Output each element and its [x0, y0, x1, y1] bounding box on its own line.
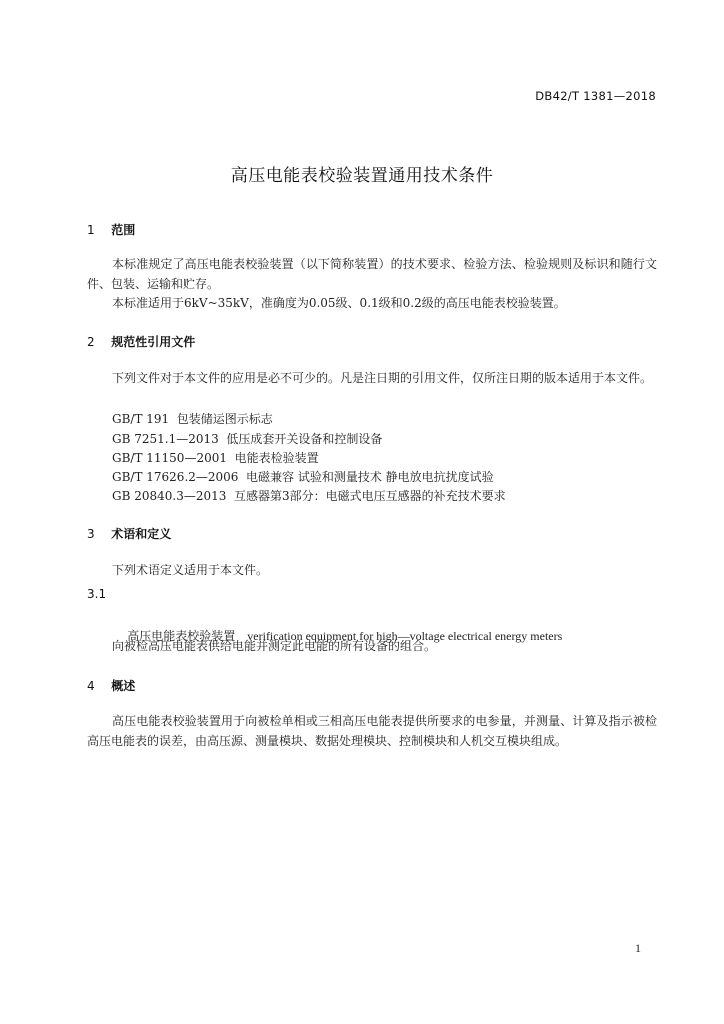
- section-4-paragraph-1: 高压电能表校验装置用于向被检单相或三相高压电能表提供所要求的电参量，并测量、计算及指示被检高压电能表的误差，由高压源、测量模块、数据处理模块、控制模块和人机交互模块组成。: [87, 714, 657, 748]
- section-title: 范围: [111, 223, 136, 237]
- page-number: 1: [635, 941, 641, 955]
- reference-item: GB/T 17626.2—2006 电磁兼容 试验和测量技术 静电放电抗扰度试验: [112, 470, 494, 484]
- section-title: 概述: [111, 679, 136, 693]
- section-4-heading: [87, 677, 135, 694]
- standard-code: DB42/T 1381—2018: [535, 89, 656, 103]
- section-number: 1: [87, 223, 95, 237]
- section-number: 4: [87, 679, 95, 693]
- term-chinese: 高压电能表校验装置: [127, 629, 236, 643]
- term-english: verification equipment for high—voltage electrical energy meters: [247, 629, 563, 643]
- section-title: 规范性引用文件: [111, 335, 196, 349]
- section-title: 术语和定义: [111, 527, 172, 541]
- section-3-paragraph-1: 下列术语定义适用于本文件。: [112, 563, 269, 577]
- reference-item: GB 20840.3—2013 互感器第3部分：电磁式电压互感器的补充技术要求: [112, 489, 506, 503]
- section-number: 2: [87, 335, 95, 349]
- section-1-heading: [87, 221, 135, 238]
- section-2-paragraph-1: 下列文件对于本文件的应用是必不可少的。凡是注日期的引用文件，仅所注日期的版本适用于本文件。: [112, 371, 653, 385]
- subsection-3-1-number: 3.1: [87, 587, 107, 601]
- section-2-heading: [87, 333, 195, 350]
- document-title: 高压电能表校验装置通用技术条件: [230, 166, 494, 186]
- reference-item: GB/T 11150—2001 电能表检验装置: [112, 451, 319, 465]
- section-1-paragraph-1: 本标准规定了高压电能表校验装置（以下简称装置）的技术要求、检验方法、检验规则及标识和随行文件、包装、运输和贮存。: [87, 257, 657, 291]
- term-definition: 向被检高压电能表供给电能并测定此电能的所有设备的组合。: [112, 639, 437, 653]
- section-number: 3: [87, 527, 95, 541]
- section-3-heading: [87, 525, 171, 542]
- reference-item: GB/T 191 包装储运图示标志: [112, 412, 273, 426]
- reference-item: GB 7251.1—2013 低压成套开关设备和控制设备: [112, 432, 383, 446]
- section-1-paragraph-2: 本标准适用于6kV~35kV，准确度为0.05级、0.1级和0.2级的高压电能表校验装置。: [112, 296, 566, 310]
